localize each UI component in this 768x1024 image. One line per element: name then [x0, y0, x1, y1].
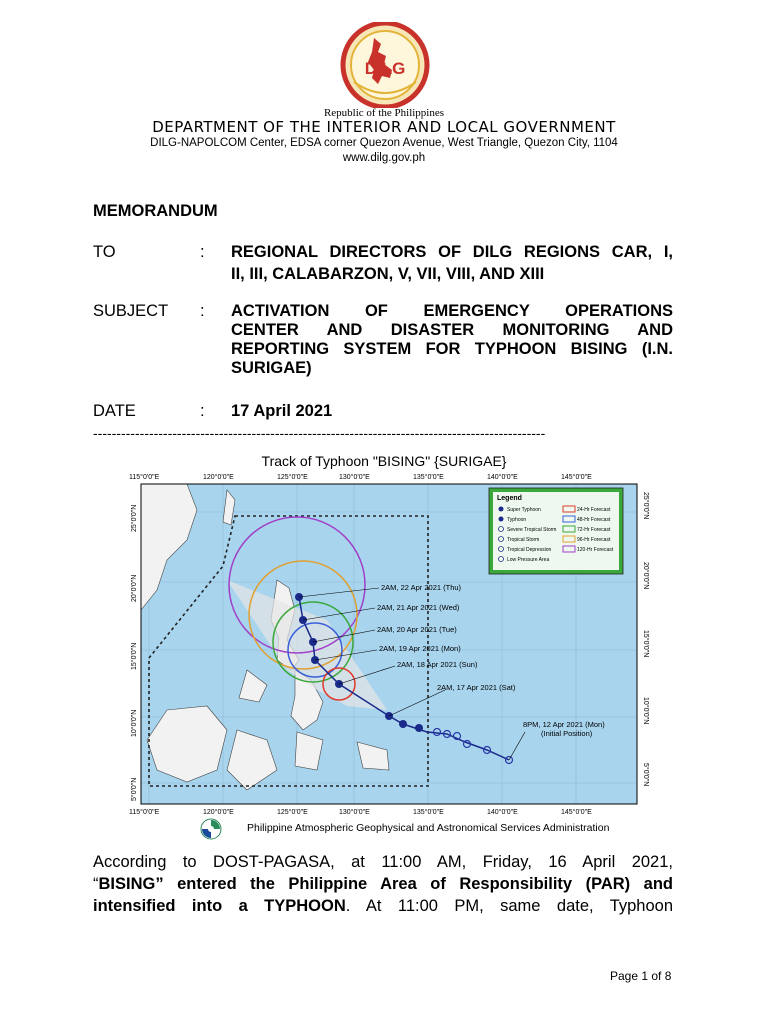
body-line-3-rest: . At 11:00 PM, same date, Typhoon [345, 897, 674, 915]
to-line-1: REGIONAL DIRECTORS OF DILG REGIONS CAR, I, [231, 243, 673, 261]
dilg-seal [334, 22, 436, 108]
pagasa-agency-name: Philippine Atmospheric Geophysical and Astronomical Services Administration [247, 822, 610, 834]
track-label-12apr: 8PM, 12 Apr 2021 (Mon) [523, 720, 605, 729]
office-address: DILG-NAPOLCOM Center, EDSA corner Quezon Avenue, West Triangle, Quezon City, 1104 [150, 137, 618, 149]
to-value [231, 243, 673, 284]
lon-label-135-top: 135°0'0"E [413, 474, 444, 481]
republic-label: Republic of the Philippines [323, 107, 445, 119]
track-label-19apr: 2AM, 19 Apr 2021 (Mon) [379, 644, 461, 653]
divider-line: ------------------------------------------------------------------------------------------------- [93, 425, 546, 441]
lat-label-20-right: 20°0'0"N [642, 562, 649, 590]
legend-low-pressure-area: Low Pressure Area [507, 557, 550, 563]
body-line-2 [93, 873, 673, 895]
to-colon: : [200, 243, 205, 261]
body-line-3-bold: intensified into a TYPHOON [93, 897, 346, 915]
subject-line-1: ACTIVATION OF EMERGENCY OPERATIONS [231, 302, 673, 320]
lon-label-145-top: 145°0'0"E [561, 474, 592, 481]
legend-title: Legend [497, 495, 522, 502]
map-legend [489, 488, 623, 574]
lon-label-115-top: 115°0'0"E [129, 474, 160, 481]
seal-logo-text: DILG [364, 59, 406, 78]
date-colon: : [200, 402, 205, 420]
track-label-initial: (Initial Position) [541, 729, 593, 738]
lat-label-25-left: 25°0'0"N [131, 504, 138, 532]
lon-label-125-top: 125°0'0"E [277, 474, 308, 481]
subject-line-4: SURIGAE) [231, 359, 312, 377]
subject-line-2: CENTER AND DISASTER MONITORING AND [231, 321, 673, 339]
body-quote-open: “ [93, 875, 99, 893]
lon-label-120-top: 120°0'0"E [203, 474, 234, 481]
to-label: TO [93, 243, 116, 261]
page-number: Page 1 of 8 [610, 969, 672, 983]
date-label: DATE [93, 402, 136, 420]
legend-severe-tropical-storm: Severe Tropical Storm [507, 527, 557, 533]
lat-label-10-left: 10°0'0"N [131, 709, 138, 737]
legend-72hr: 72-Hr Forecast [577, 527, 611, 533]
lon-label-130-top: 130°0'0"E [339, 474, 370, 481]
legend-tropical-storm: Tropical Storm [507, 537, 540, 543]
legend-24hr: 24-Hr Forecast [577, 507, 611, 513]
track-label-18apr: 2AM, 18 Apr 2021 (Sun) [397, 660, 478, 669]
track-label-21apr: 2AM, 21 Apr 2021 (Wed) [377, 603, 460, 612]
body-line-3 [93, 895, 673, 917]
pagasa-logo [200, 818, 222, 840]
legend-96hr: 96-Hr Forecast [577, 537, 611, 543]
lat-label-15-right: 15°0'0"N [642, 630, 649, 658]
lon-label-130-bottom: 130°0'0"E [339, 809, 370, 816]
lon-label-135-bottom: 135°0'0"E [413, 809, 444, 816]
track-label-17apr: 2AM, 17 Apr 2021 (Sat) [437, 683, 516, 692]
legend-typhoon: Typhoon [507, 517, 527, 523]
legend-48hr: 48-Hr Forecast [577, 517, 611, 523]
lon-label-120-bottom: 120°0'0"E [203, 809, 234, 816]
memo-title: MEMORANDUM [93, 202, 218, 220]
map-title: Track of Typhoon "BISING" {SURIGAE} [261, 453, 507, 469]
department-name: DEPARTMENT OF THE INTERIOR AND LOCAL GOVERNMENT [152, 118, 616, 136]
legend-tropical-depression: Tropical Depression [507, 547, 552, 553]
subject-label: SUBJECT [93, 302, 169, 320]
body-line-1: According to DOST-PAGASA, at 11:00 AM, Friday, 16 April 2021, [93, 853, 673, 871]
lat-label-5-right: 5°0'0"N [642, 763, 649, 787]
typhoon-track-map [127, 470, 653, 820]
lon-label-125-bottom: 125°0'0"E [277, 809, 308, 816]
lon-label-115-bottom: 115°0'0"E [129, 809, 160, 816]
date-value: 17 April 2021 [231, 402, 333, 420]
lon-label-145-bottom: 145°0'0"E [561, 809, 592, 816]
subject-line-3: REPORTING SYSTEM FOR TYPHOON BISING (I.N. [231, 340, 673, 358]
lat-label-5-left: 5°0'0"N [131, 777, 138, 801]
body-line-2-bold: BISING” entered the Philippine Area of Responsibility (PAR) and [98, 875, 673, 893]
track-label-20apr: 2AM, 20 Apr 2021 (Tue) [377, 625, 457, 634]
subject-colon: : [200, 302, 205, 320]
lat-label-20-left: 20°0'0"N [131, 574, 138, 602]
to-line-2: II, III, CALABARZON, V, VII, VIII, AND XIII [231, 265, 545, 283]
subject-value [231, 302, 673, 378]
lon-label-140-top: 140°0'0"E [487, 474, 518, 481]
legend-super-typhoon: Super Typhoon [507, 507, 541, 513]
track-label-22apr: 2AM, 22 Apr 2021 (Thu) [381, 583, 462, 592]
lat-label-25-right: 25°0'0"N [642, 492, 649, 520]
legend-120hr: 120-Hr Forecast [577, 547, 614, 553]
website: www.dilg.gov.ph [342, 152, 426, 164]
lat-label-10-right: 10°0'0"N [642, 697, 649, 725]
body-paragraph [93, 851, 673, 917]
lon-label-140-bottom: 140°0'0"E [487, 809, 518, 816]
lat-label-15-left: 15°0'0"N [131, 642, 138, 670]
